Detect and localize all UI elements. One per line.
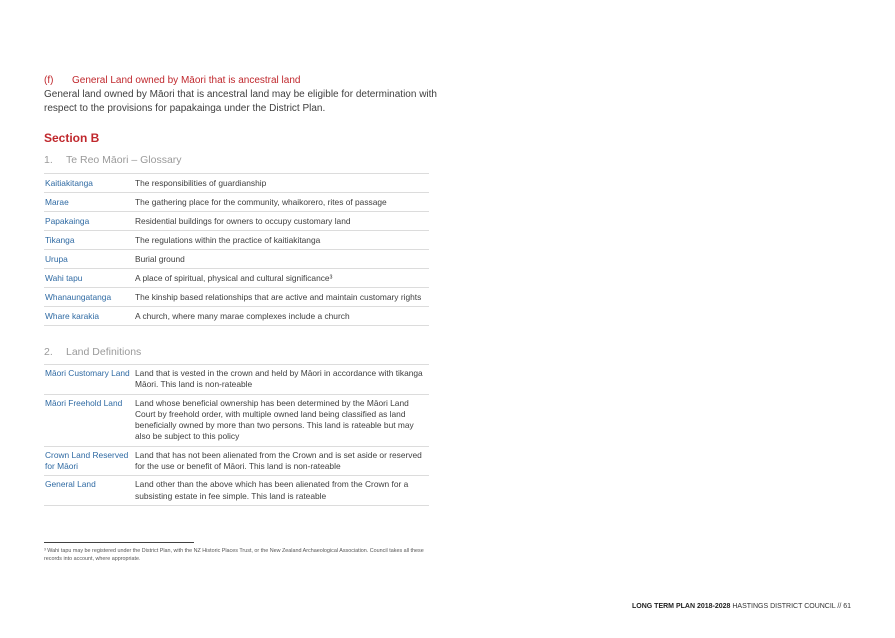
land-definition: Land that has not been alienated from the Crown and is set aside or reserved for the use or benefit of Māori. This land is non-rateable bbox=[135, 446, 429, 476]
page-footer bbox=[632, 603, 851, 610]
glossary-term: Marae bbox=[44, 193, 135, 212]
glossary-term: Kaitiakitanga bbox=[44, 174, 135, 193]
glossary-definition: Burial ground bbox=[135, 250, 429, 269]
table-row bbox=[44, 476, 429, 506]
table-row bbox=[44, 307, 429, 326]
glossary-definition: The responsibilities of guardianship bbox=[135, 174, 429, 193]
glossary-term: Wahi tapu bbox=[44, 269, 135, 288]
glossary-term: Whare karakia bbox=[44, 307, 135, 326]
table-row bbox=[44, 193, 429, 212]
table-row bbox=[44, 212, 429, 231]
section-f-body: General land owned by Māori that is ancestral land may be eligible for determination with respect to the provisions for papakainga under the District Plan. bbox=[44, 89, 437, 114]
land-definitions-number: 2. bbox=[44, 346, 53, 358]
section-b-title: Section B bbox=[44, 131, 100, 145]
table-row bbox=[44, 394, 429, 446]
section-f-letter: (f) bbox=[44, 75, 54, 86]
glossary-definition: A church, where many marae complexes include a church bbox=[135, 307, 429, 326]
glossary-term: Papakainga bbox=[44, 212, 135, 231]
section-f-title: General Land owned by Māori that is ancestral land bbox=[72, 75, 301, 86]
land-definition: Land whose beneficial ownership has been determined by the Māori Land Court by freehold order, with multiple owned land being classified as land beneficially owned by more than two persons. This land is rateable but may also be subject to this policy bbox=[135, 394, 429, 446]
land-definitions-table bbox=[44, 364, 429, 506]
glossary-definition: The kinship based relationships that are active and maintain customary rights bbox=[135, 288, 429, 307]
glossary-definition: The regulations within the practice of kaitiakitanga bbox=[135, 231, 429, 250]
table-row bbox=[44, 231, 429, 250]
table-row bbox=[44, 250, 429, 269]
land-term: General Land bbox=[44, 476, 135, 506]
land-term: Māori Customary Land bbox=[44, 365, 135, 395]
glossary-table bbox=[44, 173, 429, 326]
section-f-heading bbox=[44, 74, 444, 87]
section-f bbox=[44, 74, 444, 116]
glossary-definition: Residential buildings for owners to occupy customary land bbox=[135, 212, 429, 231]
footnote-divider bbox=[44, 542, 194, 543]
glossary-number: 1. bbox=[44, 154, 53, 166]
land-definition: Land other than the above which has been alienated from the Crown for a subsisting estate in fee simple. This land is rateable bbox=[135, 476, 429, 506]
table-row bbox=[44, 365, 429, 395]
table-row bbox=[44, 269, 429, 288]
glossary-term: Tikanga bbox=[44, 231, 135, 250]
footer-council-page: HASTINGS DISTRICT COUNCIL // 61 bbox=[730, 603, 851, 610]
land-definition: Land that is vested in the crown and held by Māori in accordance with tikanga Māori. This land is non-rateable bbox=[135, 365, 429, 395]
land-term: Crown Land Reserved for Māori bbox=[44, 446, 135, 476]
glossary-definition: The gathering place for the community, whaikorero, rites of passage bbox=[135, 193, 429, 212]
footer-plan-title: LONG TERM PLAN 2018-2028 bbox=[632, 603, 731, 610]
glossary-definition: A place of spiritual, physical and cultural significance³ bbox=[135, 269, 429, 288]
glossary-title: Te Reo Māori – Glossary bbox=[66, 154, 182, 166]
table-row bbox=[44, 446, 429, 476]
footnote-text: ³ Wahi tapu may be registered under the District Plan, with the NZ Historic Places Trust, or the New Zealand Archaeological Association. Council takes all these records into account, where appropriate. bbox=[44, 548, 424, 562]
table-row bbox=[44, 288, 429, 307]
land-definitions-heading bbox=[44, 346, 141, 358]
glossary-heading bbox=[44, 154, 182, 166]
glossary-term: Urupa bbox=[44, 250, 135, 269]
land-term: Māori Freehold Land bbox=[44, 394, 135, 446]
glossary-term: Whanaungatanga bbox=[44, 288, 135, 307]
table-row bbox=[44, 174, 429, 193]
land-definitions-title: Land Definitions bbox=[66, 346, 142, 358]
